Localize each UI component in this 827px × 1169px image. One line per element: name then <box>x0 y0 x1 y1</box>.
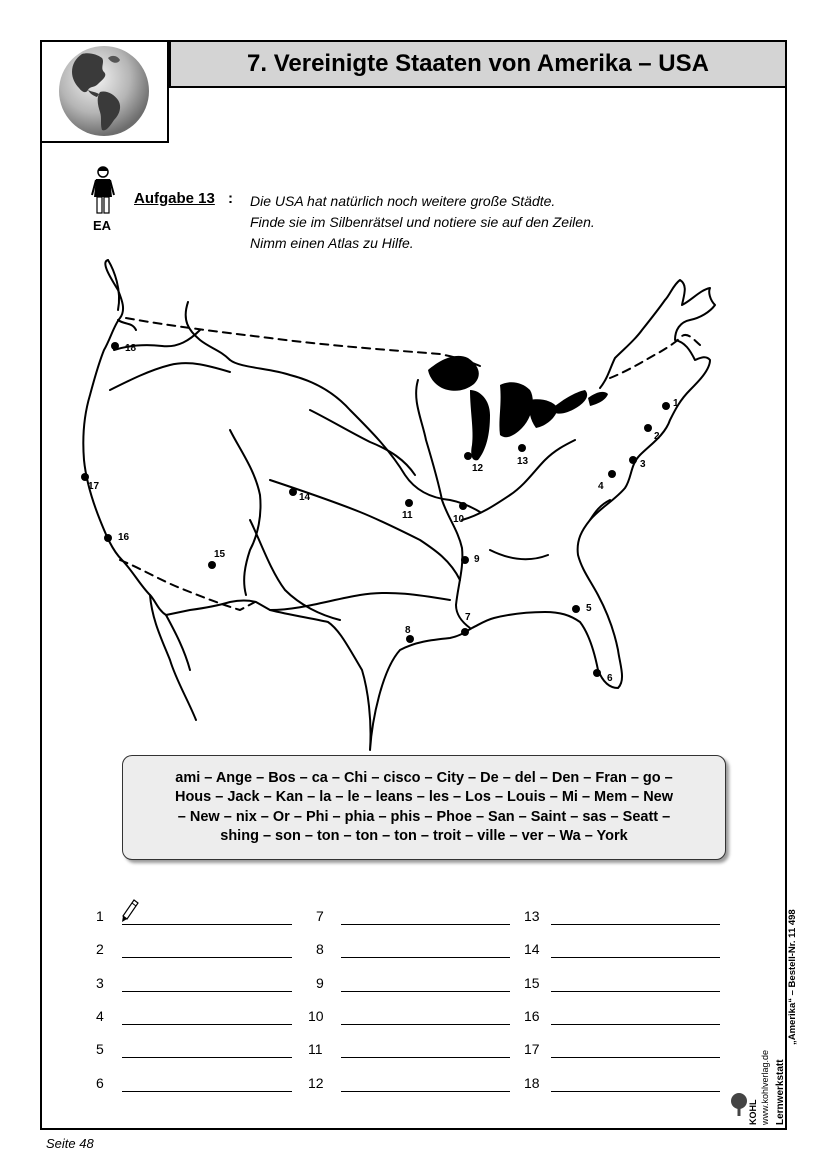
city-label: 15 <box>214 549 226 560</box>
city-dot <box>662 402 670 410</box>
city-dot <box>572 605 580 613</box>
city-label: 7 <box>465 612 471 623</box>
usa-map <box>70 250 750 760</box>
globe-box <box>40 40 169 143</box>
answer-line[interactable] <box>122 957 292 958</box>
answer-line[interactable] <box>341 991 510 992</box>
globe-icon <box>42 42 167 141</box>
city-label: 5 <box>586 603 592 614</box>
city-dot <box>289 488 297 496</box>
answer-line[interactable] <box>341 1024 510 1025</box>
city-dot <box>629 456 637 464</box>
answer-number: 12 <box>308 1075 324 1091</box>
answer-number: 7 <box>316 908 324 924</box>
badge-ea: EA <box>92 218 112 233</box>
city-dot <box>464 452 472 460</box>
answer-line[interactable] <box>341 924 510 925</box>
city-label: 9 <box>474 554 480 565</box>
answer-number: 1 <box>96 908 104 924</box>
city-dot <box>111 342 119 350</box>
city-dot <box>405 499 413 507</box>
page-number: Seite 48 <box>46 1136 94 1151</box>
page-title: 7. Vereinigte Staaten von Amerika – USA <box>169 40 787 88</box>
city-dot <box>104 534 112 542</box>
syllable-line: Hous – Jack – Kan – la – le – leans – les – Los – Louis – Mi – Mem – New <box>174 789 674 805</box>
task-label: Aufgabe 13 <box>134 190 215 207</box>
city-label: 12 <box>472 463 484 474</box>
coastline <box>83 260 715 750</box>
answer-number: 14 <box>524 941 540 957</box>
side-order-info-2 <box>787 909 798 1045</box>
answer-number: 17 <box>524 1041 540 1057</box>
city-label: 11 <box>402 510 413 521</box>
city-label: 16 <box>118 532 130 543</box>
answer-line[interactable] <box>122 1057 292 1058</box>
answer-number: 9 <box>316 975 324 991</box>
task-instructions <box>250 191 595 254</box>
answer-line[interactable] <box>551 991 720 992</box>
answer-line[interactable] <box>341 1091 510 1092</box>
side-line-1: Lernwerkstatt <box>775 1059 786 1125</box>
city-label: 14 <box>299 492 311 503</box>
city-dot <box>608 470 616 478</box>
river-tennessee <box>490 550 548 559</box>
answer-line[interactable] <box>341 957 510 958</box>
answer-number: 15 <box>524 975 540 991</box>
answer-line[interactable] <box>341 1057 510 1058</box>
city-label: 10 <box>453 514 465 525</box>
side-order-info <box>775 1059 786 1125</box>
river-riogrande <box>250 520 340 620</box>
publisher-url: www.kohlverlag.de <box>760 1049 770 1125</box>
city-label: 18 <box>125 343 137 354</box>
syllable-line: shing – son – ton – ton – ton – troit – ville – ver – Wa – York <box>220 828 628 844</box>
publisher-logo-text: KOHL <box>748 1099 758 1125</box>
city-label: 4 <box>598 481 604 492</box>
city-dot <box>461 556 469 564</box>
answer-number: 2 <box>96 941 104 957</box>
great-lakes <box>428 356 608 460</box>
task-line: Nimm einen Atlas zu Hilfe. <box>250 235 414 251</box>
city-dot <box>461 628 469 636</box>
city-dot <box>406 635 414 643</box>
city-label: 17 <box>88 481 100 492</box>
city-dot <box>81 473 89 481</box>
answer-number: 3 <box>96 975 104 991</box>
answer-line[interactable] <box>122 1091 292 1092</box>
answer-number: 5 <box>96 1041 104 1057</box>
city-label: 2 <box>654 431 660 442</box>
answer-line[interactable] <box>551 1057 720 1058</box>
answer-line[interactable] <box>551 924 720 925</box>
river-snake <box>110 363 230 390</box>
border-mexico <box>120 560 255 610</box>
city-dot <box>644 424 652 432</box>
answer-line[interactable] <box>551 1091 720 1092</box>
syllable-line: ami – Ange – Bos – ca – Chi – cisco – City – De – del – Den – Fran – go – <box>175 769 673 786</box>
answer-number: 11 <box>308 1041 323 1057</box>
side-url <box>760 1050 770 1125</box>
syllable-line: – New – nix – Or – Phi – phia – phis – Phoe – San – Saint – sas – Seatt – <box>177 808 671 825</box>
answer-number: 16 <box>524 1008 540 1024</box>
tree-logo-icon <box>728 1092 750 1118</box>
answer-number: 8 <box>316 941 324 957</box>
city-dot <box>459 502 467 510</box>
city-label: 8 <box>405 625 411 636</box>
syllable-box <box>122 755 726 860</box>
answer-number: 6 <box>96 1075 104 1091</box>
city-dot <box>593 669 601 677</box>
task-line: Finde sie im Silbenrätsel und notiere sie auf den Zeilen. <box>250 214 595 230</box>
side-line-2: „Amerika“ – Bestell-Nr. 11 498 <box>787 909 798 1045</box>
border-canada-east <box>610 335 700 378</box>
answer-number: 10 <box>308 1008 324 1024</box>
border-canada <box>126 318 480 366</box>
city-dot <box>208 561 216 569</box>
answer-line[interactable] <box>122 1024 292 1025</box>
answer-line[interactable] <box>122 924 292 925</box>
answer-number: 13 <box>524 908 540 924</box>
answer-line[interactable] <box>551 957 720 958</box>
river-colorado <box>230 430 261 595</box>
task-line: Die USA hat natürlich noch weitere große Städte. <box>250 193 556 209</box>
task-colon: : <box>228 190 233 207</box>
city-label: 13 <box>517 456 529 467</box>
answer-line[interactable] <box>551 1024 720 1025</box>
answer-line[interactable] <box>122 991 292 992</box>
city-label: 6 <box>607 673 613 684</box>
city-label: 3 <box>640 459 646 470</box>
city-label: 1 <box>673 398 679 409</box>
answer-number: 4 <box>96 1008 104 1024</box>
city-dot <box>518 444 526 452</box>
answer-number: 18 <box>524 1075 540 1091</box>
